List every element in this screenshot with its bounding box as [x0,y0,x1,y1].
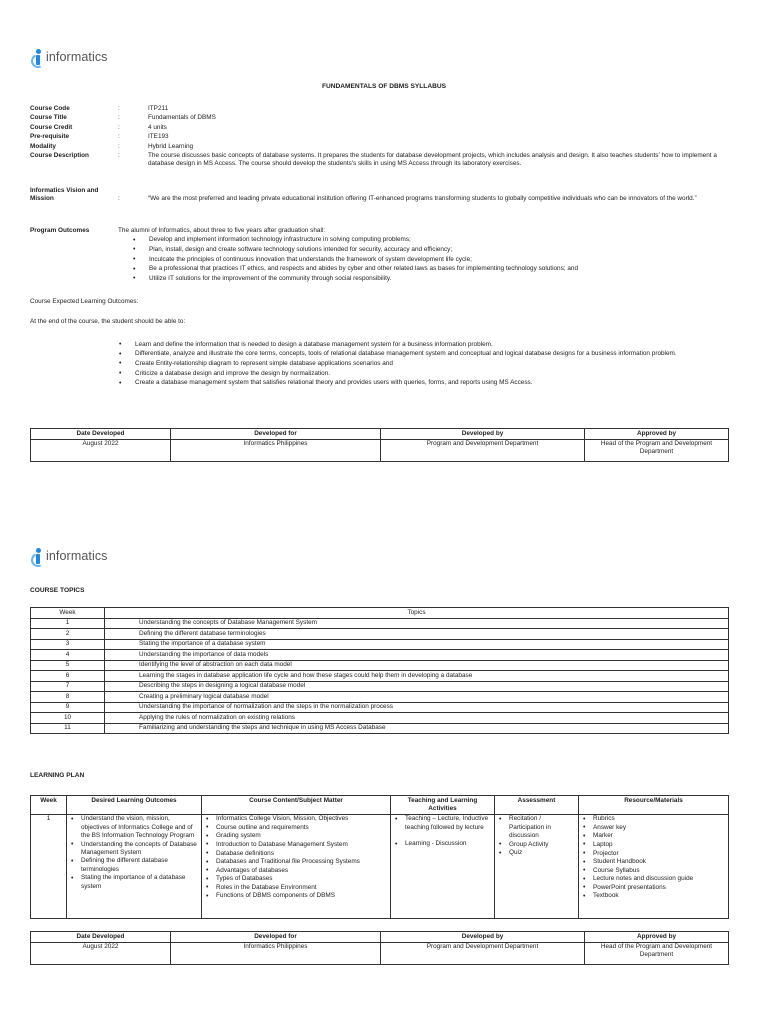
lp-header-content: Course Content/Subject Matter [202,796,391,815]
list-item: • Projector [582,850,725,858]
list-item: • Course Syllabus [582,867,725,875]
dev-by: Program and Development Department [381,439,585,461]
topics-header-week: Week [31,608,105,619]
lp-header-activities: Teaching and Learning Activities [391,796,495,815]
list-item: • Introduction to Database Management System [205,841,387,849]
list-item: • Teaching – Lecture, Inductive teaching followed by lecture [394,815,491,832]
field-course-description: Course Description : The course discusses basic concepts of database systems. It prepares the students for database development projects, which includes analysis and design. It also teaches students' how to implement a database design in MS Access. The course should develop the students's skills in using MS Access through its laboratory exercises. [30,152,717,168]
table-row: 11 Familiarizing and understanding the steps and technique in using MS Access Database [31,723,729,734]
list-item: • Group Activity [498,841,575,849]
list-item: • Plan, install, design and create software technology solutions intended for security, accuracy and efficiency; [133,246,730,254]
list-item: • Utilize IT solutions for the improvement of the community through social responsibility. [133,275,730,283]
list-item: • Grading system [205,832,387,840]
informatics-logo-page2 [33,548,108,565]
logo-text: informatics [46,50,108,65]
lp-outcomes-cell [67,814,202,918]
table-row: 8 Creating a preliminary logical database model [31,692,729,703]
field-modality: Modality : Hybrid Learning [30,142,194,150]
list-item: • Answer key [582,824,725,832]
dev-date: August 2022 [31,942,171,964]
topics-header-topics: Topics [105,608,729,619]
field-course-code: Course Code : ITP211 [30,105,169,112]
field-course-credit: Course Credit : 4 units [30,123,167,131]
lp-header-week: Week [31,796,67,815]
dev-header-date: Date Developed [31,429,171,440]
list-item: • Quiz [498,849,575,857]
table-row: 2 Defining the different database terminologies [31,629,729,640]
dev-header-by: Developed by [381,932,585,943]
field-pre-requisite: Pre-requisite : ITE193 [30,133,169,141]
list-item: • Database definitions [205,850,387,858]
list-item: • Student Handbook [582,858,725,866]
table-row: 3 Stating the importance of a database system [31,639,729,650]
dev-approved: Head of the Program and Development Department [585,942,729,964]
learning-plan-heading: LEARNING PLAN [30,772,85,779]
list-item: • Course outline and requirements [205,824,387,832]
informatics-logo-icon [33,49,43,66]
list-item: • Learn and define the information that is needed to design a database management system for a business information problem. [119,341,730,349]
informatics-logo-icon [33,548,43,565]
list-item: • PowerPoint presentations [582,884,725,892]
list-item: • Recitation / Participation in discussion [498,815,575,840]
list-item: • Types of Databases [205,875,387,883]
list-item: • Be a professional that practices IT ethics, and respects and abides by cyber and other related laws as bases for implementing technology solutions; and [133,265,730,273]
development-table [30,428,729,462]
list-item: • Databases and Traditional file Processing Systems [205,858,387,866]
dev-header-by: Developed by [381,429,585,440]
lp-header-outcomes: Desired Learning Outcomes [67,796,202,815]
table-row: 5 Identifying the level of abstraction on each data model [31,660,729,671]
dev-header-for: Developed for [171,429,381,440]
informatics-logo [33,49,108,66]
table-row: 4 Understanding the importance of data models [31,650,729,661]
list-item: • Stating the importance of a database system [70,874,198,891]
course-info [30,105,730,170]
dev-for: Informatics Philippines [171,439,381,461]
field-course-title: Course Title : Fundamentals of DBMS [30,114,216,122]
lp-assessment-cell [495,814,579,918]
list-item: • Criticize a database design and improve the design by normalization. [119,370,730,378]
dev-header-approved: Approved by [585,429,729,440]
lp-header-assessment: Assessment [495,796,579,815]
dev-header-for: Developed for [171,932,381,943]
learning-plan-table [30,795,729,919]
dev-by: Program and Development Department [381,942,585,964]
logo-text: informatics [46,549,108,564]
list-item: • Inculcate the principles of continuous innovation that understands the framework of system development life cycle; [133,256,730,264]
table-row [31,814,729,918]
program-outcomes: Program Outcomes The alumni of Informatics, about three to five years after graduation shall: • Develop and implement information technology infrastructure in solving computing problems; • Plan, install, design and create software technology solutions intended for security, accuracy and efficiency; • Inculcate the principles of continuous innovation that understands the framework of system development life cycle; • Be a professional that practices IT ethics, and respects and abides by cyber and other related laws as bases for implementing technology solutions; and • Utilize IT solutions for the improvement of the community through social responsibility. [30,227,730,284]
list-item: • Understand the vision, mission, objectives of Informatics College and of the BS Information Technology Program [70,815,198,840]
dev-for: Informatics Philippines [171,942,381,964]
dev-date: August 2022 [31,439,171,461]
list-item: • Lecture notes and discussion guide [582,875,725,883]
ceo-heading: Course Expected Learning Outcomes: [30,298,139,305]
list-item: • Understanding the concepts of Database Management System [70,841,198,858]
lp-content-cell [202,814,391,918]
course-topics-heading: COURSE TOPICS [30,587,85,594]
development-table-page2 [30,931,729,965]
program-outcomes-intro: The alumni of Informatics, about three to five years after graduation shall: [118,227,326,234]
table-row: 9 Understanding the importance of normalization and the steps in the normalization process [31,702,729,713]
lp-resources-cell [579,814,729,918]
dev-approved: Head of the Program and Development Department [585,439,729,461]
list-item: • Roles in the Database Environment [205,884,387,892]
vision-mission: Informatics Vision and Mission : “We are the most preferred and leading private educational institution offering IT-enhanced programs transforming students to globally competitive individuals who can be innovators of the world.” [30,187,697,203]
list-item: • Create Entity-relationship diagram to represent simple database applications scenarios and [119,360,730,368]
dev-header-date: Date Developed [31,932,171,943]
table-row: 6 Learning the stages in database application life cycle and how these stages could help them in developing a database [31,671,729,682]
course-topics-table [30,607,729,734]
list-item: • Textbook [582,892,725,900]
list-item: • Marker [582,832,725,840]
list-item: • Create a database management system that satisfies relational theory and provides users with queries, forms, and reports using MS Access. [119,379,730,387]
list-item: • Differentiate, analyze and illustrate the core terms, concepts, tools of relational database management system and conceptual and logical database designs for a business information problem. [119,350,730,358]
lp-activities-cell [391,814,495,918]
list-item: • Advantages of databases [205,867,387,875]
list-item: • Functions of DBMS components of DBMS [205,892,387,900]
lp-header-resources: Resource/Materials [579,796,729,815]
list-item: • Informatics College Vision, Mission, Objectives [205,815,387,823]
table-row: 10 Applying the rules of normalization on existing relations [31,713,729,724]
table-row: 7 Describing the steps in designing a logical database model [31,681,729,692]
table-row: 1 Understanding the concepts of Database Management System [31,618,729,629]
course-expected-outcomes [30,298,730,389]
list-item: • Laptop [582,841,725,849]
syllabus-title: FUNDAMENTALS OF DBMS SYLLABUS [321,83,447,90]
list-item: • Develop and implement information technology infrastructure in solving computing problems; [133,236,730,244]
list-item: • Defining the different database terminologies [70,857,198,874]
dev-header-approved: Approved by [585,932,729,943]
list-item: • Rubrics [582,815,725,823]
lp-week: 1 [31,814,67,918]
ceo-intro: At the end of the course, the student should be able to: [30,318,186,326]
list-item: • Learning - Discussion [394,840,491,848]
